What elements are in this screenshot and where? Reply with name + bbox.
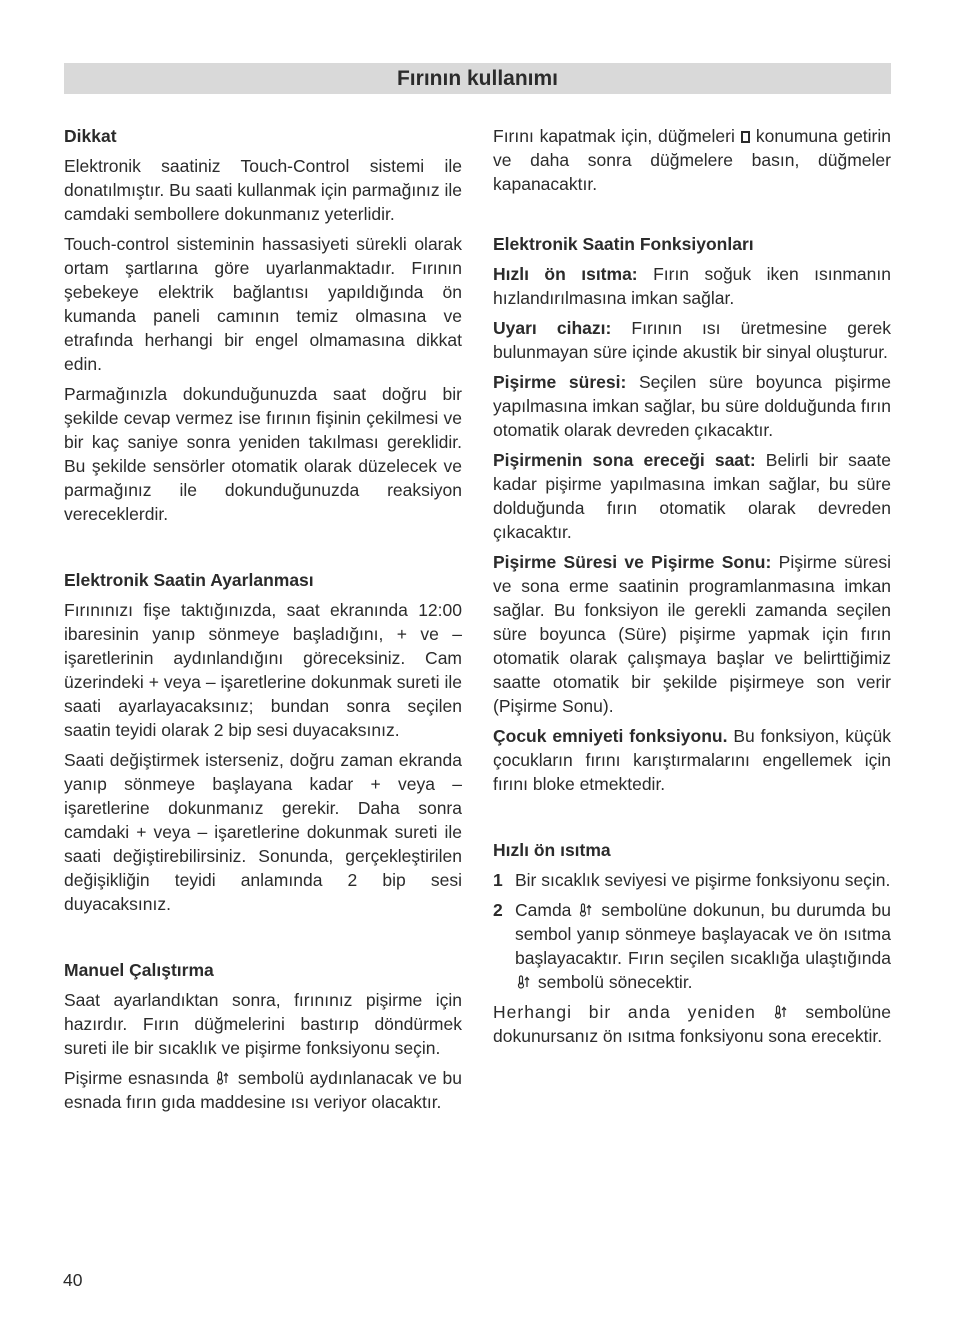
paragraph: Elektronik saatiniz Touch-Control sistemi ile donatılmıştır. Bu saati kullanmak için parmağınız ile camdaki sembollere dokunmanız yeterlidir. — [64, 156, 462, 224]
list-item — [493, 898, 891, 994]
thermometer-heat-icon — [216, 1071, 230, 1085]
heading-clock-setting: Elektronik Saatin Ayarlanması — [64, 570, 314, 590]
thermometer-heat-icon — [774, 1005, 788, 1019]
text: Fırının ısı üretmesine gerek bulunmayan süre içinde akustik bir sinyal oluşturur. — [493, 318, 891, 362]
paragraph — [493, 370, 891, 442]
text: Herhangi bir anda yeniden — [493, 1002, 756, 1022]
off-position-icon — [741, 131, 750, 143]
text: Pişirme esnasında — [64, 1068, 209, 1088]
left-column — [64, 124, 462, 1120]
paragraph — [493, 124, 891, 196]
paragraph — [64, 1066, 462, 1114]
paragraph — [493, 448, 891, 544]
text: Camda — [515, 900, 572, 920]
term: Uyarı cihazı: — [493, 318, 612, 338]
text: sembolüne dokunun, bu durumda bu sembol yanıp sönmeye başlayacak ve ön ısıtma başlayacaktır. Fırın seçilen sıcaklığa ulaştığında — [515, 900, 891, 968]
text: Seçilen süre boyunca pişirme yapılmasına imkan sağlar, bu süre dolduğunda fırın otomatik olarak devreden çıkacaktır. — [493, 372, 891, 440]
paragraph: Parmağınızla dokunduğunuzda saat doğru bir şekilde cevap vermez ise fırının fişinin çekilmesi ve bir kaç saniye sonra yeniden takılması gereklidir. Bu şekilde sensörler otomatik olarak düzelecek ve parmağınız ile dokunduğunuzda reaksiyon vereceklerdir. — [64, 384, 462, 524]
heading-manual-operation: Manuel Çalıştırma — [64, 960, 214, 980]
term: Pişirmenin sona ereceği saat: — [493, 450, 756, 470]
heading-fast-preheat: Hızlı ön ısıtma — [493, 840, 611, 860]
text: sembolü aydınlanacak ve bu esnada fırın gıda maddesine ısı veriyor olacaktır. — [64, 1068, 462, 1112]
thermometer-heat-icon — [579, 903, 593, 917]
text: Pişirme süresi ve sona erme saatinin programlanmasına imkan sağlar. Bu fonksiyon ile gerekli zamanda seçilen süre boyunca (Süre) pişirme yapmak için fırın otomatik olarak çalışmaya başlar ve belirttiğimiz saatte otomatik bir şekilde pişirmeye son verir (Pişirme Sonu). — [493, 552, 891, 716]
text: Bu fonksiyon, küçük çocukların fırını karıştırmalarını engellemek için fırını bloke etmektedir. — [493, 726, 891, 794]
text: sembolü sönecektir. — [537, 972, 693, 992]
paragraph — [493, 1000, 891, 1048]
term: Pişirme süresi: — [493, 372, 627, 392]
paragraph: Fırınınızı fişe taktığınızda, saat ekranında 12:00 ibaresinin yanıp sönmeye başladığını, + ve – işaretlerinin aydınlandığını göreceksiniz. Cam üzerindeki + veya – işaretlerine dokunmak sureti ile saati ayarlayacaksınız; bundan sonra seçilen saatin teyidi olarak 2 bip sesi duyacaksınız. — [64, 600, 462, 740]
section-title: Fırının kullanımı — [64, 63, 891, 94]
text: Belirli bir saate kadar pişirme yapılmasına imkan sağlar, bu süre dolduğunda fırın otomatik olarak devreden çıkacaktır. — [493, 450, 891, 542]
heading-clock-functions: Elektronik Saatin Fonksiyonları — [493, 234, 754, 254]
text: Fırın soğuk iken ısınmanın hızlandırılmasına imkan sağlar. — [493, 264, 891, 308]
heading-dikkat: Dikkat — [64, 126, 117, 146]
paragraph — [493, 550, 891, 718]
paragraph: Saat ayarlandıktan sonra, fırınınız pişirme için hazırdır. Fırın düğmelerini bastırıp döndürmek sureti ile bir sıcaklık ve pişirme fonksiyonu seçin. — [64, 990, 462, 1058]
thermometer-heat-icon — [517, 975, 531, 989]
step-text: Bir sıcaklık seviyesi ve pişirme fonksiyonu seçin. — [515, 870, 891, 890]
paragraph: Saati değiştirmek isterseniz, doğru zaman ekranda yanıp sönmeye başlayana kadar + veya – işaretlerine dokunmanız gerekir. Daha sonra camdaki + veya – işaretlerine dokunmak sureti ile saati değiştirebilirsiniz. Sonunda, gerçekleştirilen değişikliğin teyidi anlamında 2 bip sesi duyacaksınız. — [64, 750, 462, 914]
page-number: 40 — [63, 1270, 83, 1290]
text: Fırını kapatmak için, düğmeleri — [493, 126, 735, 146]
list-item — [493, 868, 891, 892]
paragraph — [493, 316, 891, 364]
paragraph — [493, 262, 891, 310]
text: konumuna getirin ve daha sonra düğmelere basın, düğmeler kapanacaktır. — [493, 126, 891, 194]
term: Hızlı ön ısıtma: — [493, 264, 638, 284]
term: Çocuk emniyeti fonksiyonu. — [493, 726, 728, 746]
right-column — [493, 124, 891, 1054]
text: sembolüne dokunursanız ön ısıtma fonksiyonu sona erecektir. — [493, 1002, 891, 1046]
paragraph: Touch-control sisteminin hassasiyeti sürekli olarak ortam şartlarına göre uyarlanmaktadır. Fırının şebekeye elektrik bağlantısı yapıldığında ön kumanda paneli camının temiz olmasına ve etrafında herhangi bir engel olmamasına dikkat edin. — [64, 234, 462, 374]
step-number: 1 — [493, 870, 503, 890]
step-text — [515, 898, 891, 994]
step-number: 2 — [493, 900, 503, 920]
paragraph — [493, 724, 891, 796]
term: Pişirme Süresi ve Pişirme Sonu: — [493, 552, 772, 572]
